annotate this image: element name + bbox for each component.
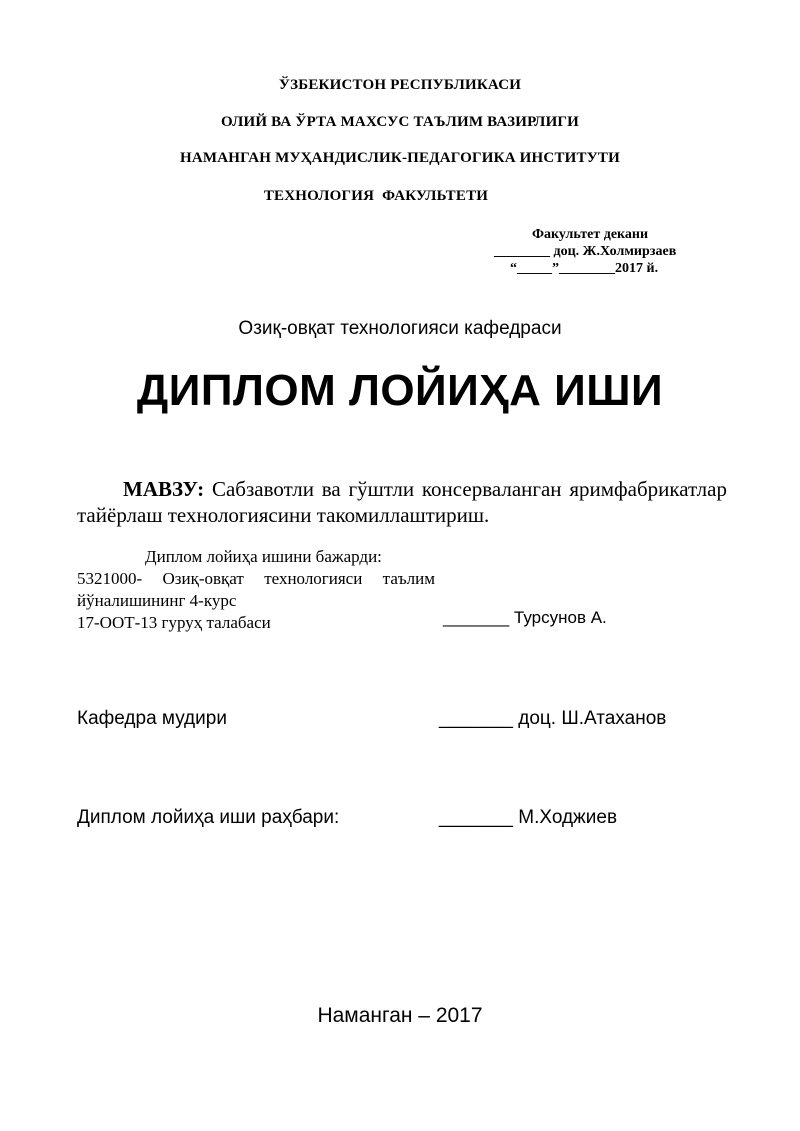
document-title: ДИПЛОМ ЛОЙИҲА ИШИ [136,366,664,415]
student-line-3: 17-ООТ-13 гуруҳ талабаси [77,613,271,632]
institute-heading: НАМАНГАН МУҲАНДИСЛИК-ПЕДАГОГИКА ИНСТИТУТИ [179,150,621,166]
topic-paragraph [77,476,727,528]
head-of-department-signature: _______ доц. Ш.Атаханов [439,708,667,729]
dean-date: “_____”________2017 й. [510,261,659,276]
dean-signature: ________ доц. Ж.Холмирзаев [494,244,677,259]
supervisor-role: Диплом лойиҳа иши раҳбари: [77,807,340,828]
city-year-footer: Наманган – 2017 [317,1004,483,1027]
country-heading: ЎЗБЕКИСТОН РЕСПУБЛИКАСИ [278,77,522,93]
department-name: Озиқ-овқат технологияси кафедраси [238,318,562,339]
ministry-heading: ОЛИЙ ВА ЎРТА МАХСУС ТАЪЛИМ ВАЗИРЛИГИ [220,114,580,130]
dean-title: Факультет декани [532,227,649,242]
topic-label: МАВЗУ: [123,477,205,501]
student-line-1: Диплом лойиҳа ишини бажарди: [145,547,382,566]
faculty-heading: ТЕХНОЛОГИЯ ФАКУЛЬТЕТИ [263,188,489,204]
student-line-2: 5321000- Озиқ-овқат технологияси таълим йўналишининг 4-курс [77,569,435,610]
head-of-department-role: Кафедра мудири [77,708,227,729]
topic-text: Сабзавотли ва гўштли консерваланган яримфабрикатлар тайёрлаш технологиясини такомиллаштириш. [77,477,727,527]
student-signature: _______ Турсунов А. [443,608,607,627]
student-info [77,546,435,634]
supervisor-signature: _______ М.Ходжиев [439,807,618,828]
